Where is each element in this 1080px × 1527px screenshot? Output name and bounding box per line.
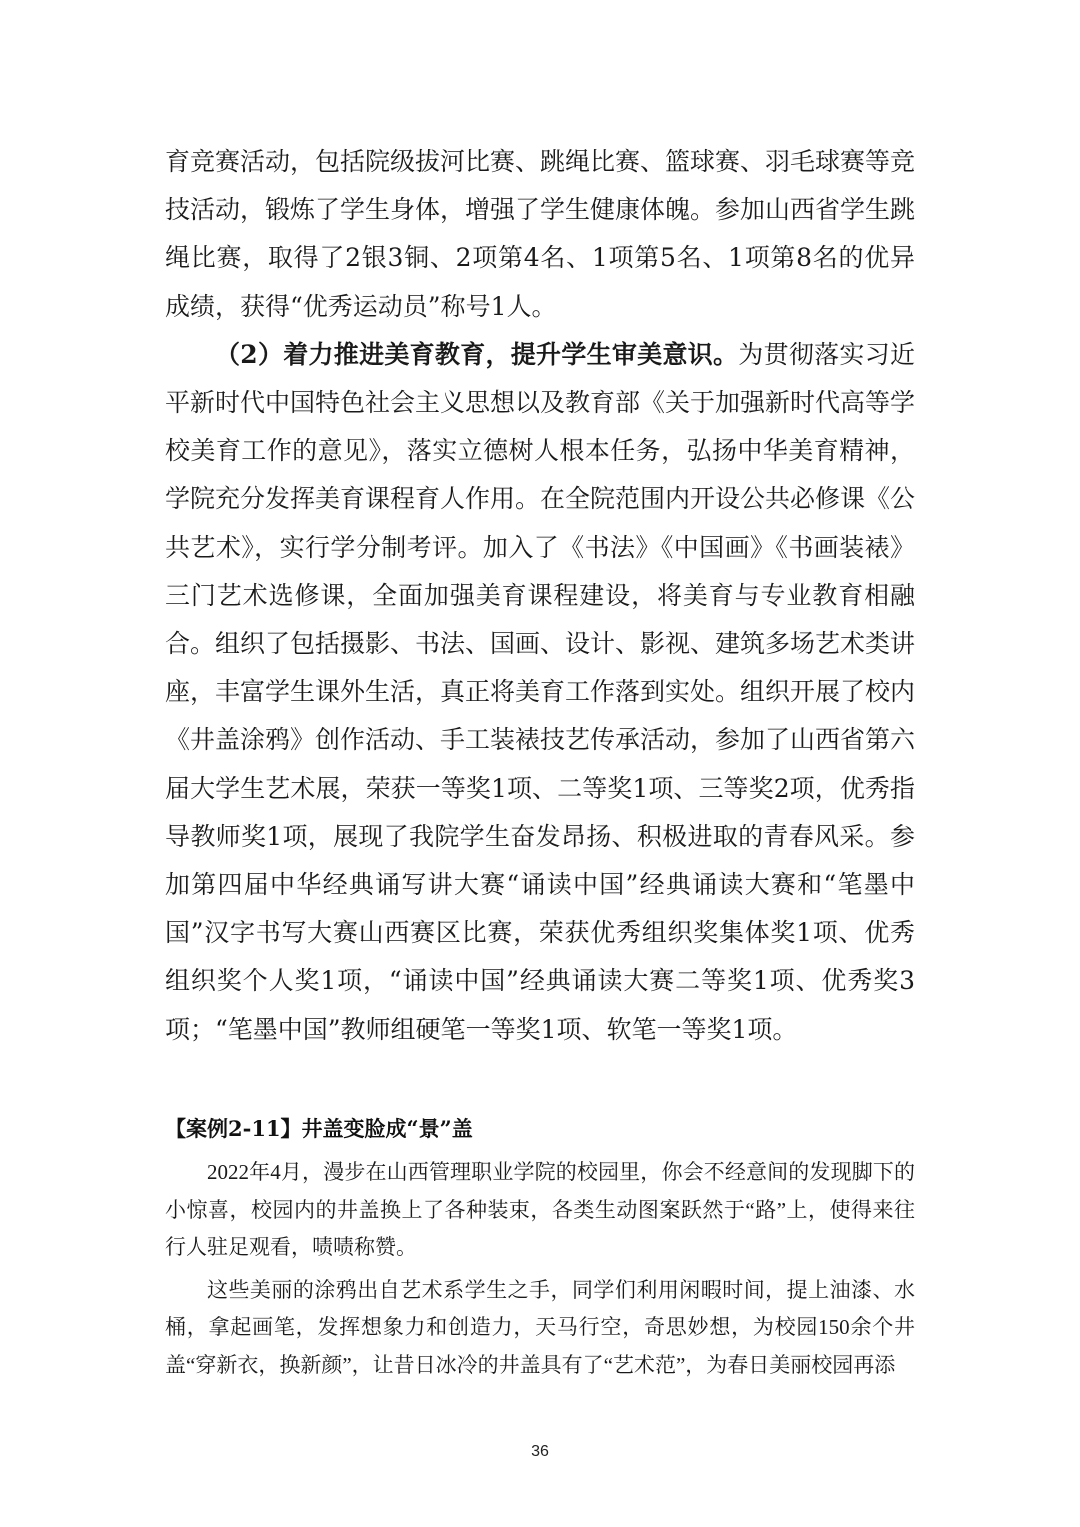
case-paragraph-2: 这些美丽的涂鸦出自艺术系学生之手，同学们利用闲暇时间，提上油漆、水桶，拿起画笔，发挥想象力和创造力，天马行空，奇思妙想，为校园150余个井盖“穿新衣，换新颜”，让昔日冰冷的井盖具有了“艺术范”，为春日美丽校园再添 (165, 1277, 915, 1377)
page-number: 36 (531, 1443, 549, 1460)
aesthetic-education-paragraph (165, 331, 915, 1054)
main-body-text (165, 138, 915, 1054)
case-paragraph-1: 2022年4月，漫步在山西管理职业学院的校园里，你会不经意间的发现脚下的小惊喜，校园内的井盖换上了各种装束，各类生动图案跃然于“路”上，使得来往行人驻足观看，啧啧称赞。 (165, 1160, 915, 1259)
aesthetic-education-heading: （2）着力推进美育教育，提升学生审美意识。 (215, 339, 739, 369)
aesthetic-education-text: 为贯彻落实习近平新时代中国特色社会主义思想以及教育部《关于加强新时代高等学校美育工作的意见》，落实立德树人根本任务，弘扬中华美育精神，学院充分发挥美育课程育人作用。在全院范围内开设公共必修课《公共艺术》，实行学分制考评。加入了《书法》《中国画》《书画装裱》三门艺术选修课，全面加强美育课程建设，将美育与专业教育相融合。组织了包括摄影、书法、国画、设计、影视、建筑多场艺术类讲座，丰富学生课外生活，真正将美育工作落到实处。组织开展了校内《井盖涂鸦》创作活动、手工装裱技艺传承活动，参加了山西省第六届大学生艺术展，荣获一等奖1项、二等奖1项、三等奖2项，优秀指导教师奖1项，展现了我院学生奋发昂扬、积极进取的青春风采。参加第四届中华经典诵写讲大赛“诵读中国”经典诵读大赛和“笔墨中国”汉字书写大赛山西赛区比赛，荣获优秀组织奖集体奖1项、优秀组织奖个人奖1项，“诵读中国”经典诵读大赛二等奖1项、优秀奖3项；“笔墨中国”教师组硬笔一等奖1项、软笔一等奖1项。 (165, 339, 916, 1044)
sports-paragraph: 育竞赛活动，包括院级拔河比赛、跳绳比赛、篮球赛、羽毛球赛等竞技活动，锻炼了学生身体，增强了学生健康体魄。参加山西省学生跳绳比赛，取得了2银3铜、2项第4名、1项第5名、1项第8名的优异成绩，获得“优秀运动员”称号1人。 (165, 147, 916, 321)
case-heading: 【案例2-11】井盖变脸成“景”盖 (165, 1116, 473, 1141)
case-body (165, 1154, 915, 1389)
